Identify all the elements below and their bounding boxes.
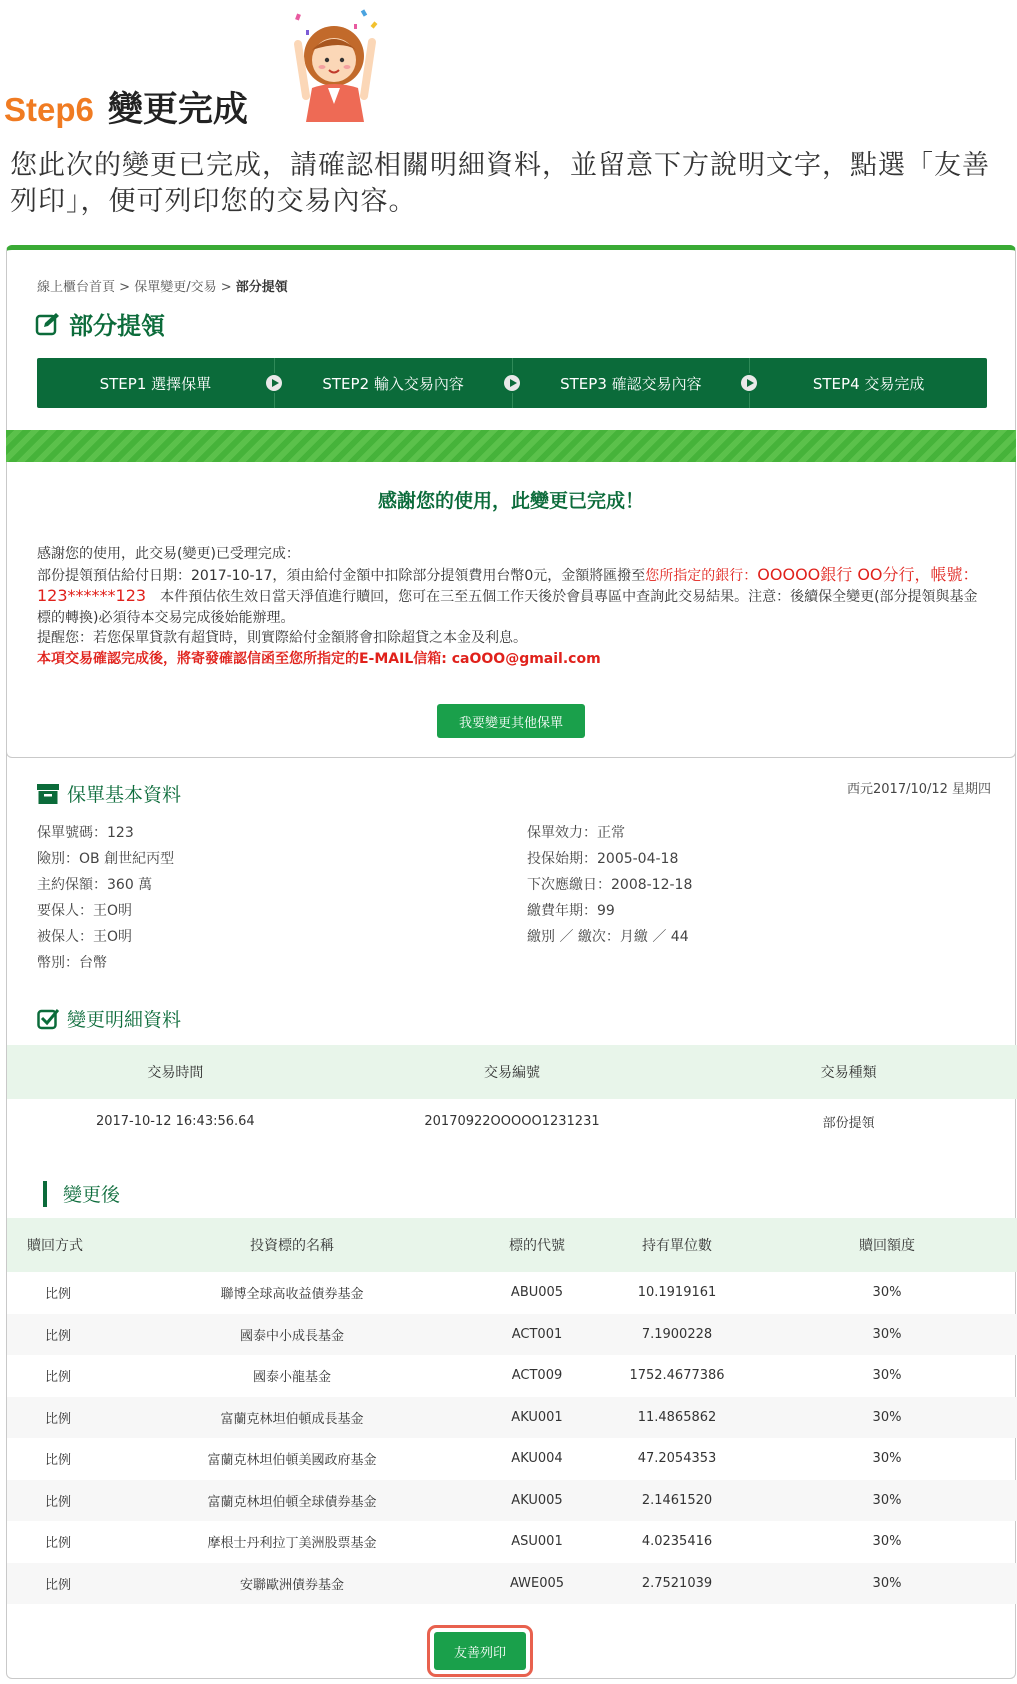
step-3-label: STEP3 確認交易內容 xyxy=(560,374,702,393)
fund-code: ACT001 xyxy=(511,1326,563,1342)
units-held: 2.1461520 xyxy=(641,1492,713,1508)
table-row xyxy=(7,1272,1017,1314)
header-redeem-method: 贖回方式 xyxy=(27,1238,83,1254)
table-header-row xyxy=(7,1045,1017,1099)
decorative-stripe xyxy=(6,430,1016,462)
step-4 xyxy=(750,358,987,408)
units-held: 1752.4677386 xyxy=(629,1368,725,1384)
redeem-amount: 30% xyxy=(872,1409,902,1425)
breadcrumb-separator: > xyxy=(119,280,131,295)
header-fund-name: 投資標的名稱 xyxy=(250,1238,334,1254)
policy-number: 保單號碼：123 xyxy=(37,825,134,841)
message-line-2 xyxy=(37,565,987,629)
fund-name: 富蘭克林坦伯頓全球債券基金 xyxy=(207,1494,377,1510)
friendly-print-button[interactable]: 友善列印 xyxy=(434,1632,526,1670)
policy-info-title-text: 保單基本資料 xyxy=(67,784,182,806)
table-row xyxy=(7,1397,1017,1439)
policy-sum-assured: 主約保額：360 萬 xyxy=(37,877,153,893)
section-bar xyxy=(43,1181,47,1207)
fund-code: AKU005 xyxy=(511,1492,563,1508)
redeem-amount: 30% xyxy=(872,1534,902,1550)
change-details-title-text: 變更明細資料 xyxy=(67,1009,182,1031)
redeem-method: 比例 xyxy=(45,1287,72,1303)
units-held: 7.1900228 xyxy=(641,1326,713,1342)
fund-name: 國泰小龍基金 xyxy=(252,1370,331,1386)
policy-applicant: 要保人：王O明 xyxy=(37,903,133,919)
header-units-held: 持有單位數 xyxy=(642,1238,712,1254)
fund-name: 安聯歐洲債券基金 xyxy=(239,1577,344,1593)
table-header-row xyxy=(7,1218,1017,1272)
step-4-label: STEP4 交易完成 xyxy=(812,374,925,393)
step-number: Step6 xyxy=(4,91,94,128)
redeem-method: 比例 xyxy=(45,1453,72,1469)
fund-name: 聯博全球高收益債券基金 xyxy=(220,1287,364,1303)
policy-info-title xyxy=(37,780,181,807)
header-fund-code: 標的代號 xyxy=(509,1238,565,1254)
units-held: 2.7521039 xyxy=(641,1575,713,1591)
step-arrow-icon xyxy=(502,373,522,393)
units-held: 4.0235416 xyxy=(641,1534,713,1550)
redeem-amount: 30% xyxy=(872,1326,902,1342)
breadcrumb-policy-change-link[interactable]: 保單變更/交易 xyxy=(134,280,217,295)
fund-code: ACT009 xyxy=(511,1368,563,1384)
table-row xyxy=(7,1355,1017,1397)
message-payment-text: 部份提領預估給付日期：2017-10-17，須由給付金額中扣除部分提領費用台幣0元，金額將匯撥至 xyxy=(37,567,646,584)
step-arrow-icon xyxy=(264,373,284,393)
completion-card xyxy=(6,462,1016,758)
table-row xyxy=(7,1438,1017,1480)
table-row xyxy=(7,1521,1017,1563)
policy-start-date: 投保始期：2005-04-18 xyxy=(527,851,679,867)
fund-name: 富蘭克林坦伯頓成長基金 xyxy=(220,1411,364,1427)
fund-name: 富蘭克林坦伯頓美國政府基金 xyxy=(207,1453,377,1469)
redeem-method: 比例 xyxy=(45,1577,72,1593)
print-button-highlight xyxy=(427,1625,533,1677)
fund-name: 國泰中小成長基金 xyxy=(239,1328,344,1344)
policy-type: 險別：OB 創世紀丙型 xyxy=(37,851,175,867)
policy-info-right xyxy=(527,820,692,950)
after-change-title-text: 變更後 xyxy=(63,1184,121,1206)
archive-box-icon xyxy=(37,784,59,804)
edit-icon xyxy=(35,312,61,336)
breadcrumb-current: 部分提領 xyxy=(235,280,288,295)
page-title xyxy=(35,306,165,341)
redeem-method: 比例 xyxy=(45,1370,72,1386)
redeem-method: 比例 xyxy=(45,1411,72,1427)
step-1 xyxy=(37,358,275,408)
step-3 xyxy=(513,358,751,408)
transaction-id: 20170922OOOOO1231231 xyxy=(424,1113,600,1129)
transaction-table xyxy=(7,1045,1017,1143)
step-name: 變更完成 xyxy=(107,90,248,130)
checkbox-checked-icon xyxy=(37,1008,59,1030)
policy-payment-years: 繳費年期：99 xyxy=(527,903,615,919)
header-transaction-type: 交易種類 xyxy=(820,1065,877,1081)
completion-title: 感謝您的使用，此變更已完成！ xyxy=(377,490,644,512)
redeem-method: 比例 xyxy=(45,1328,72,1344)
table-row xyxy=(7,1480,1017,1522)
main-panel xyxy=(6,245,1016,1679)
breadcrumb xyxy=(37,276,288,295)
celebrating-girl-illustration xyxy=(292,4,392,124)
fund-table xyxy=(7,1218,1017,1604)
units-held: 10.1919161 xyxy=(637,1285,717,1301)
message-redeem-note: 本件預估依生效日當天淨值進行贖回，您可在三至五個工作天後於會員專區中查詢此交易結果。注意：後續保全變更(部分提領與基金標的轉換)必須待本交易完成後始能辦理。 xyxy=(37,589,978,626)
breadcrumb-home-link[interactable]: 線上櫃台首頁 xyxy=(37,280,116,295)
policy-info-left xyxy=(37,820,174,976)
completion-message xyxy=(37,544,987,669)
instruction-text: 您此次的變更已完成，請確認相關明細資料，並留意下方說明文字，點選「友善列印」，便可列印您的交易內容。 xyxy=(10,150,990,217)
fund-name: 摩根士丹利拉丁美洲股票基金 xyxy=(207,1536,377,1552)
step-2 xyxy=(275,358,513,408)
units-held: 11.4865862 xyxy=(637,1409,717,1425)
redeem-amount: 30% xyxy=(872,1492,902,1508)
table-row xyxy=(7,1563,1017,1605)
table-row xyxy=(7,1314,1017,1356)
transaction-type: 部份提領 xyxy=(822,1115,875,1131)
progress-steps xyxy=(37,358,987,408)
message-line-1: 感謝您的使用，此交易(變更)已受理完成： xyxy=(37,546,300,562)
breadcrumb-separator: > xyxy=(220,280,232,295)
step-2-label: STEP2 輸入交易內容 xyxy=(322,374,464,393)
change-details-title xyxy=(37,1005,181,1032)
redeem-amount: 30% xyxy=(872,1451,902,1467)
table-row xyxy=(7,1099,1017,1143)
message-bank-label: 您所指定的銀行： xyxy=(645,567,758,584)
redeem-amount: 30% xyxy=(872,1285,902,1301)
fund-code: AKU004 xyxy=(511,1451,563,1467)
transaction-time: 2017-10-12 16:43:56.64 xyxy=(95,1113,255,1129)
policy-payment-mode: 繳別 ／ 繳次：月繳 ／ 44 xyxy=(527,929,689,945)
message-email-notice: 本項交易確認完成後，將寄發確認信函至您所指定的E-MAIL信箱: caOOO@gmail.com xyxy=(37,650,601,667)
policy-date: 西元2017/10/12 星期四 xyxy=(847,782,992,797)
policy-currency: 幣別：台幣 xyxy=(37,955,107,971)
policy-insured: 被保人：王O明 xyxy=(37,929,133,945)
message-line-3: 提醒您：若您保單貸款有超貸時，則實際給付金額將會扣除超貸之本金及利息。 xyxy=(37,630,527,646)
step-title xyxy=(4,82,248,132)
header-transaction-time: 交易時間 xyxy=(147,1065,204,1081)
policy-next-due-date: 下次應繳日：2008-12-18 xyxy=(527,877,693,893)
redeem-amount: 30% xyxy=(872,1575,902,1591)
page-title-text: 部分提領 xyxy=(69,312,165,340)
fund-code: AKU001 xyxy=(511,1409,563,1425)
header-redeem-amount: 贖回額度 xyxy=(859,1238,915,1254)
units-held: 47.2054353 xyxy=(637,1451,717,1467)
header-transaction-id: 交易編號 xyxy=(484,1065,540,1081)
step-1-label: STEP1 選擇保單 xyxy=(99,374,212,393)
fund-rows xyxy=(7,1272,1017,1604)
step-header xyxy=(0,0,1017,130)
policy-status: 保單效力：正常 xyxy=(527,825,625,841)
fund-code: AWE005 xyxy=(509,1575,565,1591)
after-change-title xyxy=(43,1180,120,1207)
redeem-amount: 30% xyxy=(872,1368,902,1384)
change-other-policy-button[interactable]: 我要變更其他保單 xyxy=(437,704,585,738)
redeem-method: 比例 xyxy=(45,1536,72,1552)
redeem-method: 比例 xyxy=(45,1494,72,1510)
fund-code: ASU001 xyxy=(511,1534,563,1550)
fund-code: ABU005 xyxy=(510,1285,564,1301)
message-bank-account: OOOOO銀行 OO分行，帳號：123******123 xyxy=(37,564,979,605)
